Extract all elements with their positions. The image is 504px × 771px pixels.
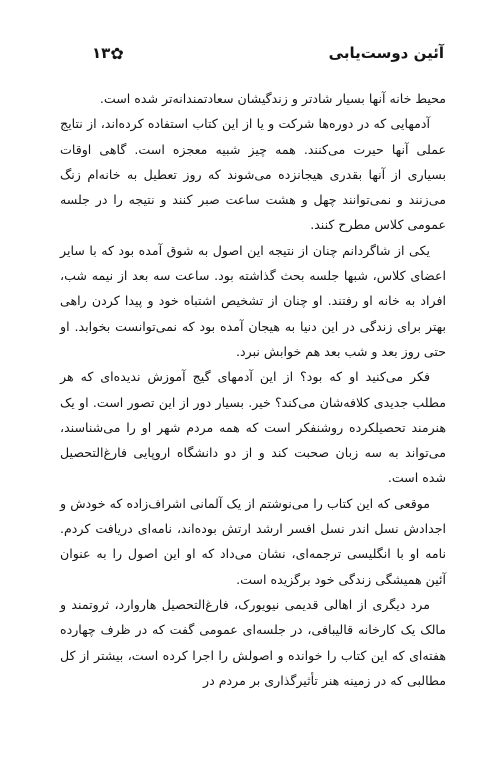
paragraph-1: محیط خانه آنها بسیار شادتر و زندگیشان سعادتمندانه‌تر شده است.	[99, 91, 446, 106]
ornament-icon: ✿	[110, 43, 124, 63]
body-text	[60, 86, 446, 693]
page-number: ۱۳	[92, 44, 111, 62]
paragraph-2: آدمهایی که در دوره‌ها شرکت و یا از این کتاب استفاده کرده‌اند، از نتایج عملی آنها حیرت می‌کنند. همه چیز شبیه معجزه است. گاهی اوقات بسیاری از آنها بقدری هیجانزده می‌شوند که روز تعطیل به خانه‌ام زنگ می‌زنند و نمی‌توانند چهل و هشت ساعت صبر کنند و نتیجه را در جلسه عمومی کلاس مطرح کنند.	[60, 116, 446, 233]
running-title: آئین دوست‌یابی	[328, 44, 444, 62]
paragraph-6: مرد دیگری از اهالی قدیمی نیویورک، فارغ‌التحصیل هاروارد، ثروتمند و مالک یک کارخانه قالیبافی، در جلسه‌ای عمومی گفت که در ظرف چهارده هفته‌ای که این کتاب را خوانده و اصولش را اجرا کرده است، بیشتر از کل مطالبی که در زمینه هنر تأثیرگذاری بر مردم در	[60, 596, 446, 688]
paragraph-3: یکی از شاگردانم چنان از نتیجه این اصول به شوق آمده بود که با سایر اعضای کلاس، شبها جلسه بحث گذاشته بود. ساعت سه بعد از نیمه شب، افراد به خانه او رفتند. او چنان از تشخیص اشتباه خود و پیدا کردن راهی بهتر برای زندگی در این دنیا به هیجان آمده بود که نمی‌توانست بخوابد. او حتی روز بعد و شب بعد هم خوابش نبرد.	[60, 242, 446, 359]
paragraph-4: فکر می‌کنید او که بود؟ از این آدمهای گیج آموزش ندیده‌ای که هر مطلب جدیدی کلافه‌شان می‌کند؟ خیر. بسیار دور از این تصور است. او یک هنرمند تحصیلکرده روشنفکر است که همه مردم شهر او را می‌شناسند، می‌تواند به سه زبان صحبت کند و از دو دانشگاه اروپایی فارغ‌التحصیل شده است.	[60, 369, 446, 486]
page-header	[92, 40, 444, 66]
page-folio	[92, 44, 134, 63]
paragraph-5: موقعی که این کتاب را می‌نوشتم از یک آلمانی اشراف‌زاده که خودش و اجدادش نسل اندر نسل افسر ارشد ارتش بوده‌اند، نامه‌ای دریافت کردم. نامه او با انگلیسی ترجمه‌ای، نشان می‌داد که او این اصول را به عنوان آئین همیشگی زندگی خود برگزیده است.	[60, 495, 446, 587]
